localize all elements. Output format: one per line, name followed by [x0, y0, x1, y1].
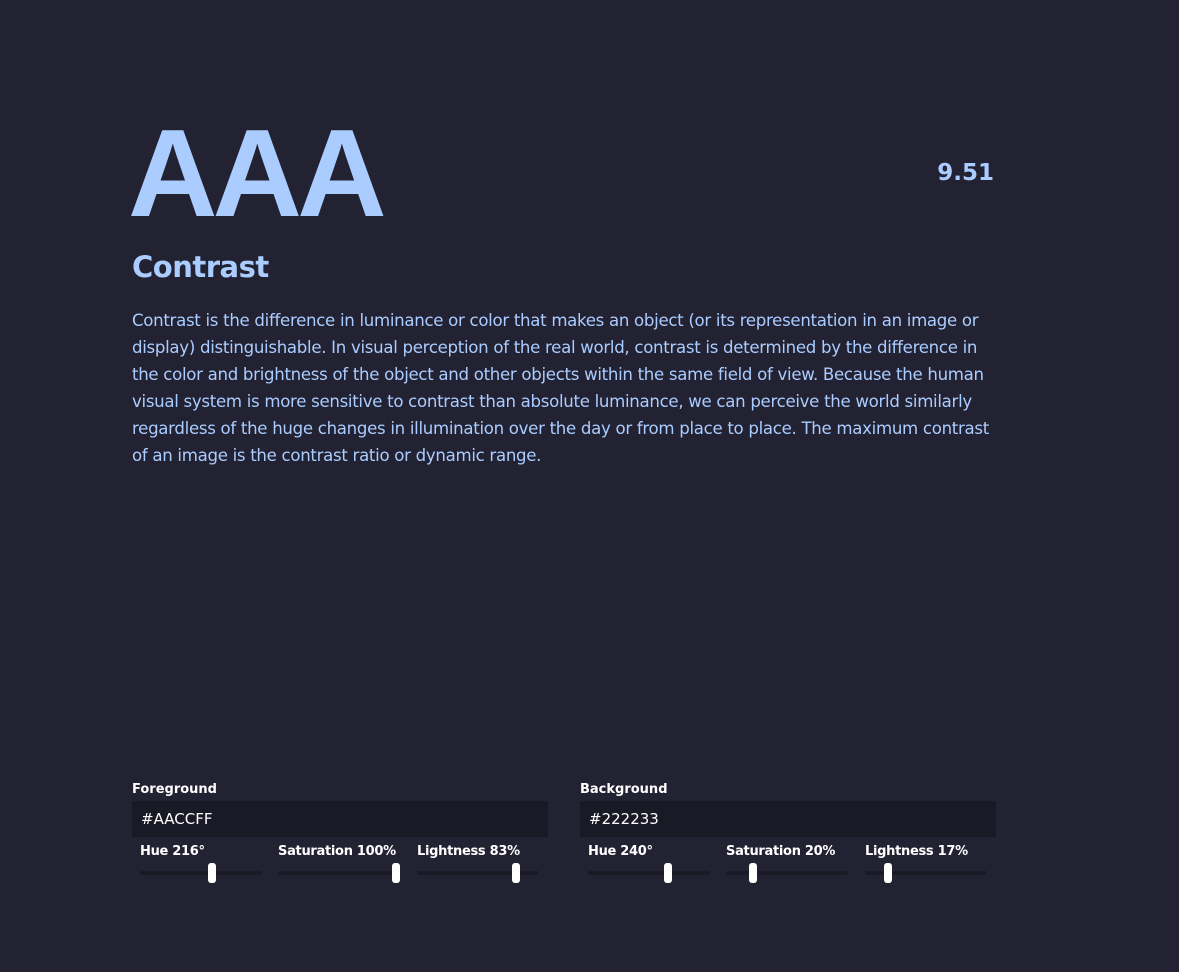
background-hue-thumb[interactable] [664, 863, 672, 883]
background-lightness-thumb[interactable] [884, 863, 892, 883]
foreground-hue-track[interactable] [140, 871, 262, 875]
foreground-hue-label: Hue 216° [140, 844, 205, 859]
foreground-sliders [132, 843, 548, 883]
article-body: Contrast is the difference in luminance or color that makes an object (or its representation in an image or display) distinguishable. In visual perception of the real world, contrast is determined by the difference in the color and brightness of the object and other objects within the same field of view. Because the human visual system is more sensitive to contrast than absolute luminance, we can perceive the world similarly regardless of the huge changes in illumination over the day or from place to place. The maximum contrast of an image is the contrast ratio or dynamic range. [132, 311, 989, 465]
background-lightness-slider[interactable] [865, 843, 987, 883]
contrast-ratio: 9.51 [937, 160, 994, 186]
foreground-hex-input[interactable] [132, 801, 548, 837]
score-header [128, 105, 996, 243]
foreground-label: Foreground [132, 782, 217, 797]
background-lightness-track[interactable] [865, 871, 987, 875]
foreground-saturation-label: Saturation 100% [278, 844, 396, 859]
foreground-saturation-track[interactable] [278, 871, 400, 875]
background-saturation-thumb[interactable] [749, 863, 757, 883]
background-label: Background [580, 782, 668, 797]
foreground-saturation-thumb[interactable] [392, 863, 400, 883]
background-saturation-label: Saturation 20% [726, 844, 836, 859]
background-sliders [580, 843, 996, 883]
background-hex-input[interactable] [580, 801, 996, 837]
background-saturation-slider[interactable] [726, 843, 848, 883]
background-lightness-label: Lightness 17% [865, 844, 968, 859]
color-controls [132, 780, 996, 880]
background-hue-label: Hue 240° [588, 844, 653, 859]
foreground-lightness-label: Lightness 83% [417, 844, 520, 859]
background-saturation-track[interactable] [726, 871, 848, 875]
background-hue-track[interactable] [588, 871, 710, 875]
foreground-panel [132, 780, 548, 883]
foreground-saturation-slider[interactable] [278, 843, 400, 883]
foreground-lightness-thumb[interactable] [512, 863, 520, 883]
contrast-checker [128, 0, 996, 972]
background-hue-slider[interactable] [588, 843, 710, 883]
foreground-lightness-track[interactable] [417, 871, 539, 875]
article-title: Contrast [132, 250, 269, 284]
foreground-hue-thumb[interactable] [208, 863, 216, 883]
wcag-rating: AAA [128, 105, 382, 243]
foreground-hue-slider[interactable] [140, 843, 262, 883]
background-panel [580, 780, 996, 883]
foreground-lightness-slider[interactable] [417, 843, 539, 883]
